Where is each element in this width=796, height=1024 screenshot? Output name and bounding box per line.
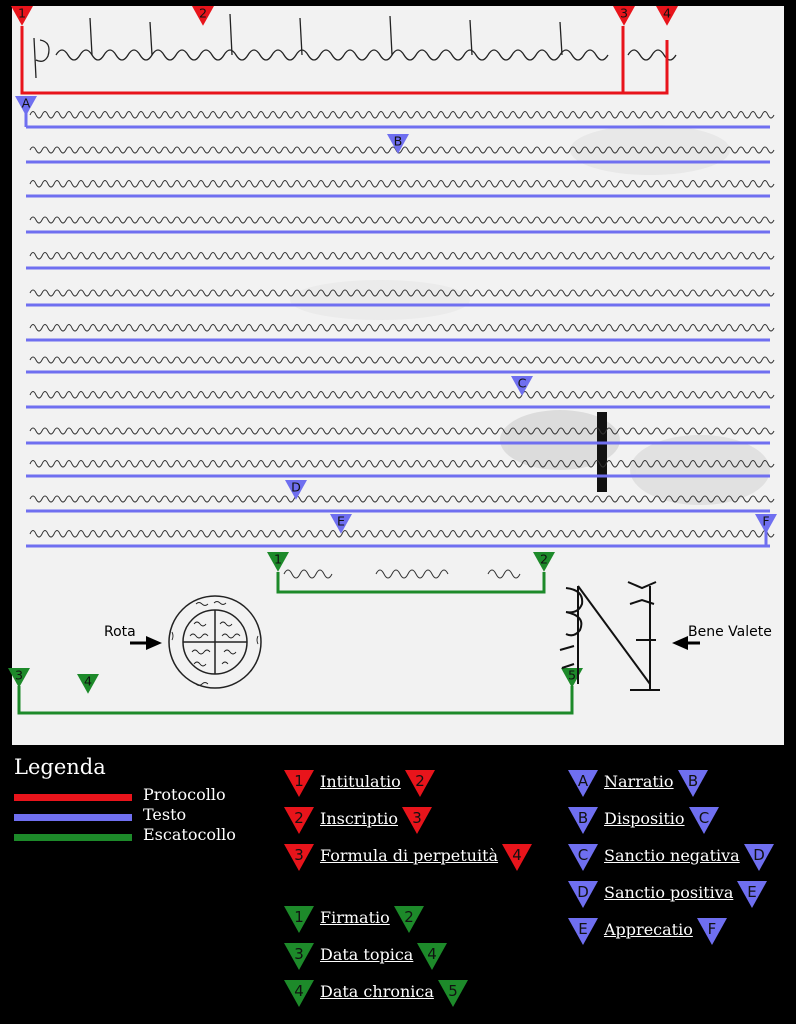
svg-text:5: 5 (448, 982, 458, 1000)
svg-text:5: 5 (567, 667, 577, 683)
svg-text:3: 3 (412, 809, 422, 827)
legend-marker-icon (284, 904, 314, 934)
legend-marker-icon (284, 805, 314, 835)
rota-label: Rota (104, 624, 136, 640)
legend-entry (284, 768, 560, 800)
svg-text:2: 2 (404, 908, 414, 926)
legend-entry-label: Sanctio negativa (604, 846, 740, 865)
svg-text:3: 3 (14, 667, 24, 683)
legend-entry (284, 904, 480, 936)
legend-entry-label: Data chronica (320, 982, 434, 1001)
svg-text:4: 4 (662, 5, 672, 21)
legend-swatch-label: Protocollo (143, 785, 226, 804)
svg-text:D: D (577, 883, 589, 901)
legend-marker-icon (568, 916, 598, 946)
legend-title: Legenda (14, 755, 106, 779)
legend-swatch (14, 834, 132, 841)
legend-marker-icon (502, 842, 532, 872)
legend-marker-icon (402, 805, 432, 835)
svg-text:2: 2 (294, 809, 304, 827)
svg-text:2: 2 (198, 5, 208, 21)
svg-text:3: 3 (619, 5, 629, 21)
svg-text:A: A (21, 95, 31, 111)
legend-entry-label: Dispositio (604, 809, 685, 828)
legend-marker-icon (284, 768, 314, 798)
legend-entry (568, 842, 796, 874)
legend-entry-label: Apprecatio (604, 920, 693, 939)
legend-swatch (14, 794, 132, 801)
legend-entry (568, 805, 796, 837)
legend-entry (284, 941, 480, 973)
svg-text:1: 1 (294, 908, 304, 926)
svg-text:2: 2 (539, 551, 549, 567)
legend-marker-icon (405, 768, 435, 798)
legend-marker-icon (568, 842, 598, 872)
svg-text:C: C (577, 846, 589, 864)
legend-swatch-label: Escatocollo (143, 825, 236, 844)
svg-text:E: E (578, 920, 588, 938)
svg-text:A: A (577, 772, 589, 790)
legend-marker-icon (568, 879, 598, 909)
legend-entry-label: Intitulatio (320, 772, 401, 791)
legend-marker-icon (394, 904, 424, 934)
legend-marker-icon (744, 842, 774, 872)
legend-marker-icon (438, 978, 468, 1008)
svg-text:E: E (747, 883, 757, 901)
svg-text:1: 1 (294, 772, 304, 790)
legend-entry (284, 805, 560, 837)
legend-entry-label: Formula di perpetuità (320, 846, 499, 865)
svg-text:D: D (291, 479, 301, 495)
ink-smudge (597, 412, 607, 492)
legend-entry-label: Firmatio (320, 908, 390, 927)
legend-entry (284, 842, 560, 874)
svg-text:E: E (337, 513, 345, 529)
svg-text:4: 4 (294, 982, 304, 1000)
legend-entry (568, 768, 796, 800)
legend-marker-icon (284, 842, 314, 872)
legend-marker-icon (284, 978, 314, 1008)
svg-text:D: D (753, 846, 765, 864)
legend-marker-icon (568, 805, 598, 835)
legend-entry-label: Sanctio positiva (604, 883, 734, 902)
rota-seal (169, 596, 261, 688)
svg-text:1: 1 (273, 551, 283, 567)
legend-entry (568, 879, 796, 911)
svg-text:F: F (762, 513, 770, 529)
svg-text:1: 1 (17, 5, 27, 21)
legend-entry-label: Data topica (320, 945, 414, 964)
svg-text:3: 3 (294, 846, 304, 864)
legend-entry (568, 916, 796, 948)
legend-marker-icon (697, 916, 727, 946)
svg-text:C: C (698, 809, 710, 827)
svg-text:4: 4 (427, 945, 437, 963)
legend-marker-icon (737, 879, 767, 909)
legend (0, 745, 796, 1024)
legend-swatch-label: Testo (143, 805, 187, 824)
svg-text:C: C (517, 375, 527, 391)
svg-text:3: 3 (294, 945, 304, 963)
legend-marker-icon (284, 941, 314, 971)
svg-text:B: B (393, 133, 403, 149)
bene-valete-label: Bene Valete (688, 624, 772, 640)
svg-text:2: 2 (415, 772, 425, 790)
legend-marker-icon (417, 941, 447, 971)
legend-marker-icon (568, 768, 598, 798)
legend-marker-icon (689, 805, 719, 835)
legend-entry-label: Inscriptio (320, 809, 398, 828)
svg-text:F: F (707, 920, 717, 938)
legend-entry (284, 978, 480, 1010)
svg-text:4: 4 (83, 673, 93, 689)
svg-text:B: B (687, 772, 699, 790)
svg-text:4: 4 (512, 846, 522, 864)
legend-marker-icon (678, 768, 708, 798)
legend-swatch (14, 814, 132, 821)
legend-entry-label: Narratio (604, 772, 674, 791)
svg-text:B: B (577, 809, 589, 827)
